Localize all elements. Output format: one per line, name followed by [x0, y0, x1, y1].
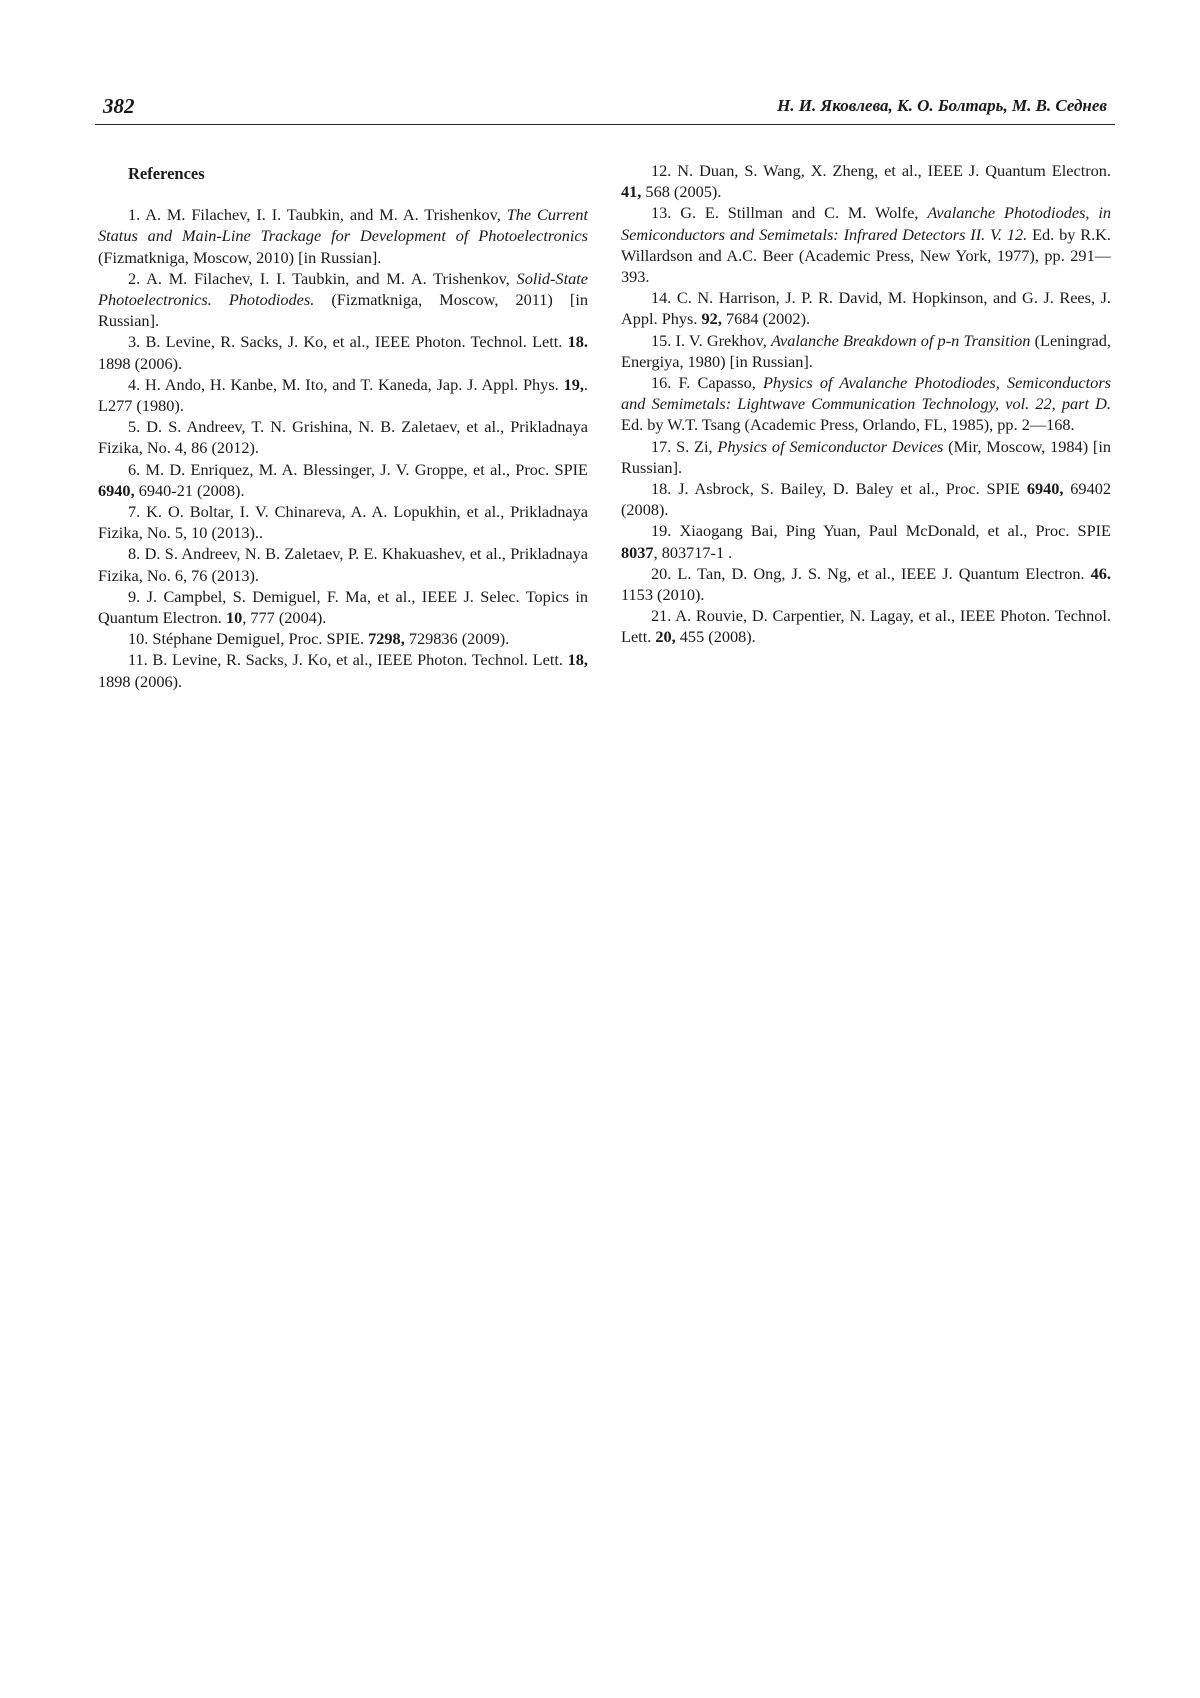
reference-text: 13. G. E. Stillman and C. M. Wolfe, — [651, 203, 928, 223]
reference-entry — [621, 330, 1111, 372]
reference-text: . L277 (1980). — [98, 374, 588, 416]
reference-volume: 19, — [563, 374, 584, 394]
reference-entry — [621, 372, 1111, 436]
references-heading: References — [128, 164, 205, 183]
reference-text: 20. L. Tan, D. Ong, J. S. Ng, et al., IEEE J. Quantum Electron. — [651, 563, 1091, 583]
reference-entry — [98, 204, 588, 268]
reference-text: 16. F. Capasso, — [651, 373, 763, 393]
reference-entry — [98, 268, 588, 332]
reference-text: (Leningrad, Energiya, 1980) [in Russian]. — [621, 330, 1111, 371]
reference-text: 7. K. O. Boltar, I. V. Chinareva, A. A. Lopukhin, et al., Prikladnaya Fizika, No. 5, 10 (2013).. — [98, 502, 588, 543]
reference-text: , 777 (2004). — [242, 608, 327, 628]
reference-text: 10. Stéphane Demiguel, Proc. SPIE. — [128, 629, 369, 649]
reference-entry — [98, 374, 588, 416]
reference-text: 17. S. Zi, — [651, 436, 718, 456]
page-number: 382 — [103, 94, 135, 118]
reference-text: 5. D. S. Andreev, T. N. Grishina, N. B. Zaletaev, et al., Prikladnaya Fizika, No. 4, 86 (2012). — [98, 417, 588, 458]
reference-text: 455 (2008). — [675, 627, 756, 647]
reference-entry — [621, 520, 1111, 562]
reference-text: 7684 (2002). — [721, 309, 811, 329]
reference-text: 6940-21 (2008). — [134, 480, 245, 500]
reference-volume: 7298, — [368, 629, 405, 649]
reference-volume: 92, — [701, 309, 722, 329]
reference-text: 21. A. Rouvie, D. Carpentier, N. Lagay, et al., IEEE Photon. Technol. Lett. — [621, 606, 1111, 647]
reference-entry — [98, 331, 588, 373]
reference-text: 12. N. Duan, S. Wang, X. Zheng, et al., IEEE J. Quantum Electron. — [651, 161, 1111, 180]
reference-text: 9. J. Campbel, S. Demiguel, F. Ma, et al., IEEE J. Selec. Topics in Quantum Electron. — [98, 586, 588, 628]
reference-text: 3. B. Levine, R. Sacks, J. Ko, et al., IEEE Photon. Technol. Lett. — [128, 332, 568, 352]
references-left-column — [98, 160, 588, 692]
reference-list-left — [98, 204, 588, 692]
reference-volume: 18. — [567, 332, 588, 352]
reference-text: (Fizmatkniga, Moscow, 2010) [in Russian]. — [98, 247, 382, 267]
reference-text: 11. B. Levine, R. Sacks, J. Ko, et al., IEEE Photon. Technol. Lett. — [128, 650, 568, 670]
reference-entry — [621, 202, 1111, 287]
reference-volume: 41, — [621, 182, 642, 202]
reference-entry — [621, 478, 1111, 520]
reference-entry — [98, 501, 588, 543]
reference-text: (Fizmatkniga, Moscow, 2011) [in Russian]. — [98, 290, 588, 331]
reference-text: 2. A. M. Filachev, I. I. Taubkin, and M. A. Trishenkov, — [128, 268, 517, 288]
reference-entry — [621, 287, 1111, 329]
reference-text: 1898 (2006). — [98, 353, 183, 373]
reference-text: 14. C. N. Harrison, J. P. R. David, M. Hopkinson, and G. J. Rees, J. Appl. Phys. — [621, 288, 1111, 329]
reference-title: Physics of Avalanche Photodiodes, Semiconductors and Semimetals: Lightwave Communication Technology, vol. 22, part D. — [621, 373, 1111, 414]
reference-text: Ed. by R.K. Willardson and A.C. Beer (Academic Press, New York, 1977), pp. 291—393. — [621, 224, 1111, 287]
reference-text: 15. I. V. Grekhov, — [651, 330, 771, 350]
reference-text: 19. Xiaogang Bai, Ping Yuan, Paul McDonald, et al., Proc. SPIE — [651, 521, 1111, 541]
reference-title: Physics of Semiconductor Devices — [717, 436, 944, 456]
reference-text: 1898 (2006). — [98, 671, 183, 691]
reference-title: Avalanche Breakdown of p-n Transition — [770, 330, 1031, 350]
reference-entry — [621, 605, 1111, 647]
reference-text: 8. D. S. Andreev, N. B. Zaletaev, P. E. Khakuashev, et al., Prikladnaya Fizika, No. 6, 76 (2013). — [98, 544, 588, 585]
reference-text: (Mir, Moscow, 1984) [in Russian]. — [621, 436, 1111, 477]
reference-volume: 6940, — [98, 480, 135, 500]
reference-text: , 803717-1 . — [653, 542, 733, 562]
reference-entry — [98, 586, 588, 628]
running-title: Н. И. Яковлева, К. О. Болтарь, М. В. Седнев — [777, 96, 1107, 115]
reference-entry — [98, 416, 588, 458]
reference-title: Solid-State Photoelectronics. Photodiodes. — [98, 268, 588, 310]
reference-entry — [98, 543, 588, 585]
reference-text: 568 (2005). — [641, 182, 722, 202]
reference-text: 6. M. D. Enriquez, M. A. Blessinger, J. V. Groppe, et al., Proc. SPIE — [128, 459, 588, 479]
reference-text: Ed. by W.T. Tsang (Academic Press, Orlando, FL, 1985), pp. 2—168. — [621, 415, 1075, 435]
page-header — [95, 90, 1115, 125]
reference-list-right — [621, 160, 1111, 648]
references-right-column — [621, 160, 1111, 648]
reference-text: 18. J. Asbrock, S. Bailey, D. Baley et al., Proc. SPIE — [651, 479, 1027, 499]
reference-volume: 20, — [655, 627, 676, 647]
reference-volume: 18, — [567, 650, 588, 670]
reference-text: 4. H. Ando, H. Kanbe, M. Ito, and T. Kaneda, Jap. J. Appl. Phys. — [128, 374, 564, 394]
reference-volume: 46. — [1090, 563, 1111, 583]
reference-entry — [621, 563, 1111, 605]
reference-entry — [621, 436, 1111, 478]
reference-title: Avalanche Photodiodes, in Semiconductors and Semimetals: Infrared Detectors II. V. 12. — [621, 203, 1111, 244]
reference-text: 69402 (2008). — [621, 479, 1111, 520]
reference-title: The Current Status and Main-Line Trackage for Development of Photoelectronics — [98, 205, 589, 246]
reference-entry — [621, 160, 1111, 202]
reference-text: 729836 (2009). — [404, 629, 510, 649]
reference-text: 1153 (2010). — [621, 585, 705, 605]
reference-volume: 10 — [225, 608, 243, 628]
reference-text: 1. A. M. Filachev, I. I. Taubkin, and M. A. Trishenkov, — [128, 205, 507, 225]
reference-entry — [98, 459, 588, 501]
reference-entry — [98, 628, 588, 649]
reference-volume: 6940, — [1026, 479, 1064, 499]
reference-volume: 8037 — [621, 542, 654, 562]
reference-entry — [98, 649, 588, 691]
